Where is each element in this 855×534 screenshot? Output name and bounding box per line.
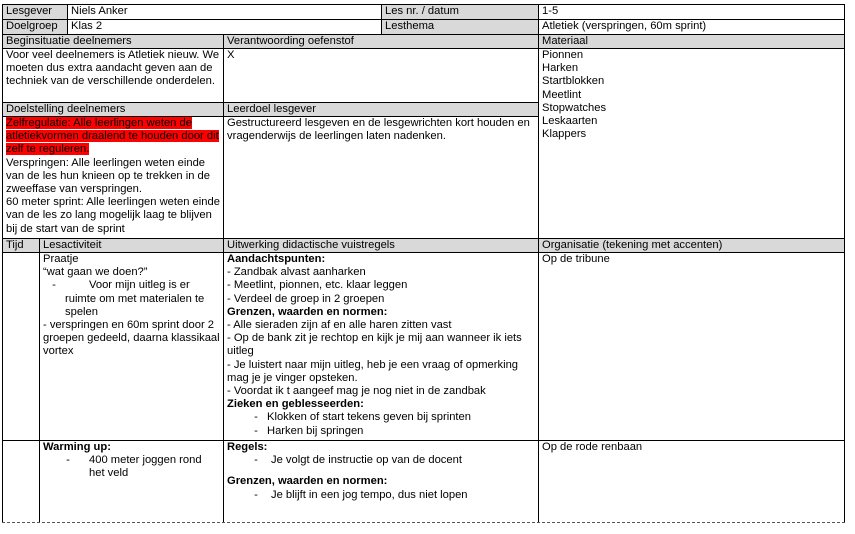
materiaal-list [538,48,845,239]
doelgroep-label: Doelgroep [2,19,68,35]
row1-lesactiviteit [39,252,224,441]
col-lesactiviteit: Lesactiviteit [39,238,224,253]
row1-tijd [2,252,40,441]
praatje-quote: “wat gaan we doen?” [43,266,148,279]
materiaal-label: Materiaal [538,34,845,49]
materiaal-item: Startblokken [542,75,605,88]
doelstelling-sprint: 60 meter sprint: Alle leerlingen weten einde van de les zo lang mogelijk laag te blijven bij de start van de sprint [6,196,220,235]
verantwoording-label: Verantwoording oefenstof [223,34,539,49]
zelfregulatie-highlight: Zelfregulatie: Alle leerlingen weten de atletiekvormen draalend te houden door dit zelf te reguleren. [6,117,219,156]
materiaal-item: Pionnen [542,49,584,61]
materiaal-item: Harken [542,62,579,75]
warmingup-title: Warming up: [43,441,111,453]
materiaal-item: Meetlint [542,88,582,101]
lesthema-value: Atletiek (verspringen, 60m sprint) [538,19,845,35]
praatje-title: Praatje [43,253,79,265]
materiaal-item: Stopwatches [542,101,607,114]
doelstelling-text [2,116,224,239]
aandachtspunten-heading: Aandachtspunten: [227,253,326,265]
verantwoording-text: X [223,48,539,103]
col-organisatie: Organisatie (tekening met accenten) [538,238,845,253]
lesgever-label: Lesgever [2,4,68,20]
beginsituatie-label: Beginsituatie deelnemers [2,34,224,49]
grenzen-item: - Voordat ik t aangeef mag je nog niet in de zandbak [227,385,486,398]
materiaal-item: Klappers [542,128,587,141]
aandacht-item: - Zandbak alvast aanharken [227,266,366,279]
grenzen-item: - Op de bank zit je rechtop en kijk je mij aan wanneer ik iets uitleg [227,332,522,358]
praatje-item1: - Voor mijn uitleg is er ruimte om met materialen te spelen [52,279,205,318]
zieken-heading: Zieken en geblesseerden: [227,398,364,411]
grenzen-heading: Grenzen, waarden en normen: [227,475,388,488]
grenzen-item: - Alle sieraden zijn af en alle haren zitten vast [227,319,452,332]
grenzen-item: - Je luistert naar mijn uitleg, heb je een vraag of opmerking mag je je vinger opsteken. [227,358,519,384]
doelstelling-label: Doelstelling deelnemers [2,102,224,117]
row2-tijd [2,440,40,522]
leerdoel-label: Leerdoel lesgever [223,102,539,117]
lesgever-value: Niels Anker [67,4,382,20]
grenzen-heading: Grenzen, waarden en normen: [227,305,388,318]
row2-lesactiviteit [39,440,224,522]
doelgroep-value: Klas 2 [67,19,382,35]
row1-organisatie: Op de tribune [538,252,845,441]
regels-heading: Regels: [227,441,268,453]
col-tijd: Tijd [2,238,40,253]
beginsituatie-text: Voor veel deelnemers is Atletiek nieuw. We moeten dus extra aandacht geven aan de techniek van de verschillende onderdelen. [2,48,224,103]
praatje-item2: - verspringen en 60m sprint door 2 groepen gedeeld, daarna klassikaal vortex [43,319,220,358]
col-uitwerking: Uitwerking didactische vuistregels [223,238,539,253]
materiaal-item: Leskaarten [542,115,598,128]
zieken-item: - Harken bij springen [254,424,364,437]
grenzen-item: - Je blijft in een jog tempo, dus niet lopen [254,488,468,501]
aandacht-item: - Verdeel de groep in 2 groepen [227,292,385,305]
warmingup-item: - 400 meter joggen rond het veld [66,454,202,480]
lesthema-label: Lesthema [381,19,539,35]
aandacht-item: - Meetlint, pionnen, etc. klaar leggen [227,279,408,292]
page-break-line [2,522,845,523]
regels-item: - Je volgt de instructie op van de docent [254,454,462,467]
lesnr-label: Les nr. / datum [381,4,539,20]
row2-uitwerking [223,440,539,522]
row2-organisatie: Op de rode renbaan [538,440,845,522]
leerdoel-text: Gestructureerd lesgeven en de lesgewrichten kort houden en vragenderwijs de leerlingen laten nadenken. [223,116,539,239]
zieken-item: - Klokken of start tekens geven bij sprinten [254,411,471,424]
lesnr-value: 1-5 [538,4,845,20]
doelstelling-verspringen: Verspringen: Alle leerlingen weten einde van de les hun knieen op te trekken in de zweeffase van verspringen. [6,156,211,196]
row1-uitwerking [223,252,539,441]
